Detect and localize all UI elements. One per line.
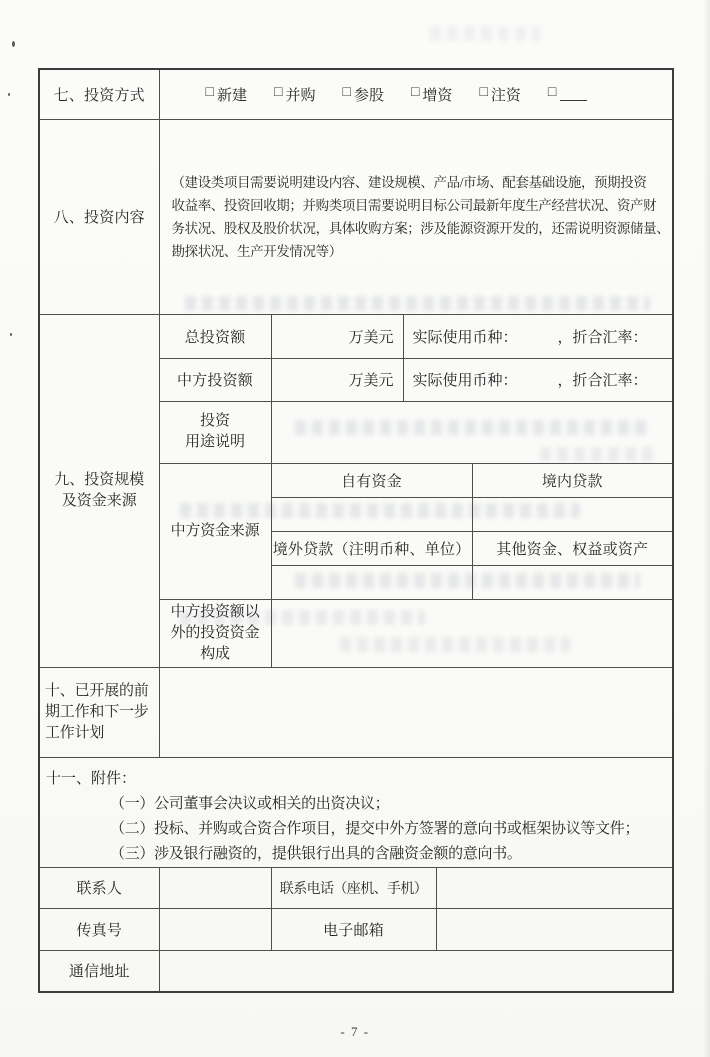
bleed-through-artifact	[430, 26, 540, 41]
investment-method-label: 七、投资方式	[39, 69, 159, 119]
investment-usage-label: 投资 用途说明	[159, 401, 271, 463]
scan-speck	[8, 93, 10, 96]
checkbox-merger	[274, 84, 315, 105]
preliminary-work-value-cell	[159, 667, 673, 757]
currency-used-label: 实际使用币种：	[412, 373, 518, 389]
contact-person-label: 联系人	[39, 867, 159, 908]
checkbox-equity	[342, 84, 383, 105]
chinese-investment-unit: 万美元	[271, 358, 403, 401]
row-investment-method	[39, 69, 673, 119]
scan-speck	[10, 333, 12, 336]
checkbox-label: 新建	[216, 87, 247, 104]
row-total-investment	[39, 314, 673, 358]
attachment-item: （三）涉及银行融资的，提供银行出具的含融资金额的意向书。	[110, 845, 522, 862]
domestic-loan-header: 境内贷款	[472, 463, 673, 497]
checkbox-icon: □	[205, 85, 214, 101]
other-funds-header: 其他资金、权益或资产	[472, 531, 673, 565]
row-preliminary-work	[39, 667, 673, 757]
preliminary-work-label: 十、已开展的前期工作和下一步工作计划	[39, 667, 159, 757]
row-mailing-address	[39, 950, 673, 992]
total-investment-unit: 万美元	[271, 314, 403, 358]
attachments-title: 十一、附件：	[46, 770, 137, 787]
checkbox-icon: □	[547, 85, 557, 101]
page-number: - 7 -	[340, 1024, 370, 1039]
email-label: 电子邮箱	[271, 908, 436, 950]
checkbox-label: 注资	[490, 87, 521, 104]
non-chinese-funds-value-cell	[271, 599, 673, 667]
checkbox-label: 参股	[353, 87, 384, 104]
chinese-investment-label: 中方投资额	[159, 358, 271, 401]
checkbox-label: 增资	[422, 87, 453, 104]
email-value-cell	[436, 908, 673, 950]
checkbox-capital-increase	[411, 84, 452, 105]
own-funds-value-cell	[271, 497, 472, 531]
currency-used-label: 实际使用币种：	[412, 329, 518, 346]
checkbox-label: 并购	[285, 87, 316, 104]
checkbox-icon: □	[410, 85, 420, 101]
overseas-loan-header: 境外贷款（注明币种、单位）	[271, 531, 472, 565]
contact-phone-value-cell	[436, 867, 673, 908]
overseas-loan-value-cell	[271, 565, 472, 599]
contact-phone-label: 联系电话（座机、手机）	[271, 867, 436, 908]
contact-person-value-cell	[159, 867, 271, 908]
exchange-rate-label: ，折合汇率：	[557, 373, 648, 389]
checkbox-new-build	[206, 84, 247, 105]
checkbox-icon: □	[342, 85, 351, 101]
fax-value-cell	[159, 908, 271, 950]
scan-speck	[12, 41, 15, 47]
blank-fill-line	[560, 87, 587, 101]
other-funds-value-cell	[472, 565, 673, 599]
checkbox-capital-injection	[479, 84, 520, 105]
investment-method-options	[159, 69, 673, 119]
chinese-funding-source-label: 中方资金来源	[159, 463, 271, 599]
investment-usage-value-cell	[271, 401, 673, 463]
row-attachments	[39, 757, 673, 867]
checkbox-icon: □	[273, 85, 283, 101]
domestic-loan-value-cell	[472, 497, 673, 531]
attachment-item: （二）投标、并购或合资合作项目，提交中外方签署的意向书或框架协议等文件；	[110, 820, 640, 837]
mailing-address-label: 通信地址	[39, 950, 159, 992]
checkbox-icon: □	[479, 85, 488, 101]
own-funds-header: 自有资金	[271, 463, 472, 497]
chinese-investment-currency-cell	[403, 358, 673, 401]
mailing-address-value-cell	[159, 950, 673, 992]
checkbox-other	[548, 87, 587, 101]
fax-label: 传真号	[39, 908, 159, 950]
attachments-list	[46, 792, 666, 867]
investment-content-label: 八、投资内容	[39, 119, 159, 314]
investment-form-table	[38, 68, 674, 993]
row-fax-email	[39, 908, 673, 950]
investment-content-instructions: （建设类项目需要说明建设内容、建设规模、产品/市场、配套基础设施，预期投资 收益率、投资回收期；并购类项目需要说明目标公司最新年度生产经营状况、资产财 务状况、股权及股价状况，具体收购方案；涉及能源资源开发的，还需说明资源储量、 勘探状况、生产开发情况等）	[171, 174, 670, 259]
total-investment-currency-cell	[403, 314, 673, 358]
non-chinese-funds-label: 中方投资额以外的投资资金构成	[159, 599, 271, 667]
total-investment-label: 总投资额	[159, 314, 271, 358]
investment-scale-label: 九、投资规模 及资金来源	[39, 314, 159, 667]
scan-edge-shadow	[703, 0, 710, 1057]
exchange-rate-label: ，折合汇率：	[557, 329, 648, 346]
attachment-item: （一）公司董事会决议或相关的出资决议；	[110, 795, 390, 812]
investment-content-cell	[159, 119, 673, 314]
attachments-cell	[39, 757, 673, 867]
row-investment-content	[39, 119, 673, 314]
row-contact-person	[39, 867, 673, 908]
